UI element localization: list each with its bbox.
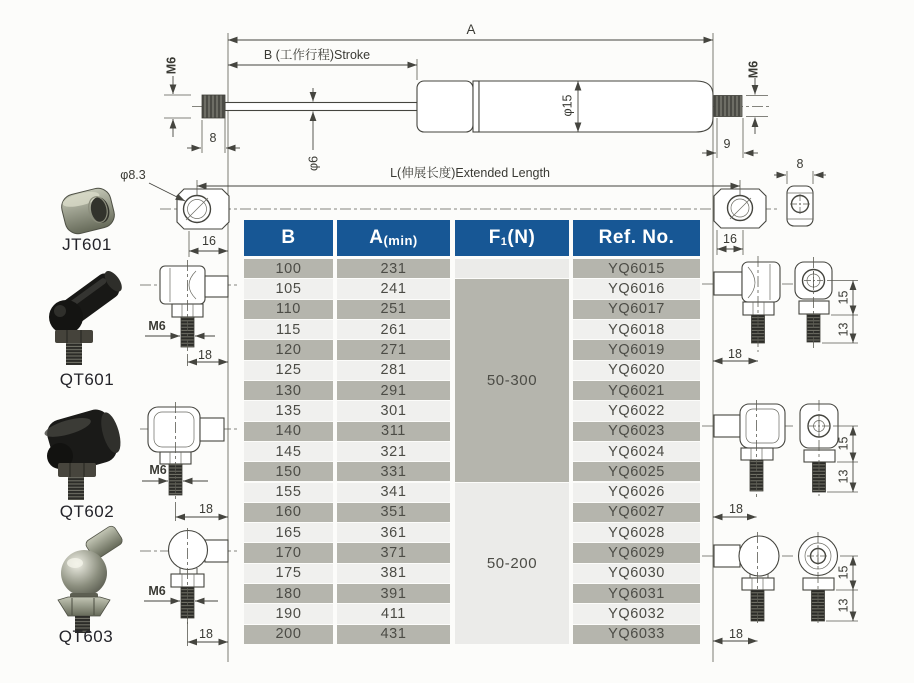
dim-label-extended-length: L(伸展长度)Extended Length bbox=[390, 166, 550, 180]
dim-label-16-right: 16 bbox=[723, 232, 737, 246]
table-cell-ref: YQ6015 bbox=[573, 259, 700, 278]
table-cell-ref: YQ6016 bbox=[573, 279, 700, 298]
table-cell-a: 391 bbox=[337, 584, 450, 603]
table-cell-b: 165 bbox=[244, 523, 333, 542]
dim-label-18-left-3: 18 bbox=[199, 627, 213, 641]
table-cell-b: 150 bbox=[244, 462, 333, 481]
dim-label-13-right-2: 13 bbox=[836, 469, 851, 484]
photo-qt602 bbox=[42, 405, 126, 500]
table-cell-ref: YQ6032 bbox=[573, 604, 700, 623]
dim-label-m6-fitting-1: M6 bbox=[148, 319, 166, 333]
table-cell-ref: YQ6024 bbox=[573, 442, 700, 461]
table-cell-ref: YQ6031 bbox=[573, 584, 700, 603]
dim-label-a: A bbox=[466, 22, 476, 37]
dim-label-18-left-1: 18 bbox=[198, 348, 212, 362]
table-cell-ref: YQ6025 bbox=[573, 462, 700, 481]
dim-label-18-right-1: 18 bbox=[728, 347, 742, 361]
table-cell-b: 130 bbox=[244, 381, 333, 400]
dim-label-15-right-2: 15 bbox=[836, 436, 851, 451]
table-cell-ref: YQ6023 bbox=[573, 422, 700, 441]
table-cell-ref: YQ6021 bbox=[573, 381, 700, 400]
table-cell-b: 190 bbox=[244, 604, 333, 623]
dim-label-dia83: φ8.3 bbox=[120, 168, 146, 182]
table-cell-ref: YQ6029 bbox=[573, 543, 700, 562]
dim-label-m6-left: M6 bbox=[164, 56, 179, 75]
dim-label-dia15: φ15 bbox=[560, 94, 575, 117]
dim-label-9-right: 9 bbox=[723, 137, 731, 151]
right-fitting-drawing-1 bbox=[702, 256, 858, 361]
table-cell-b: 200 bbox=[244, 625, 333, 644]
table-cell-a: 371 bbox=[337, 543, 450, 562]
dim-label-m6-fitting-2: M6 bbox=[149, 463, 167, 477]
right-fitting-drawing-3 bbox=[702, 532, 858, 641]
table-cell-a: 301 bbox=[337, 401, 450, 420]
table-cell-a: 431 bbox=[337, 625, 450, 644]
dim-label-13-right-3: 13 bbox=[836, 598, 851, 613]
col-header-a-min: A (min) bbox=[337, 220, 450, 256]
table-cell-ref: YQ6017 bbox=[573, 300, 700, 319]
dim-label-18-left-2: 18 bbox=[199, 502, 213, 516]
table-cell-a: 381 bbox=[337, 564, 450, 583]
table-cell-a: 291 bbox=[337, 381, 450, 400]
table-cell-ref: YQ6018 bbox=[573, 320, 700, 339]
table-cell-ref: YQ6033 bbox=[573, 625, 700, 644]
dim-label-15-right-3: 15 bbox=[836, 565, 851, 580]
table-cell-a: 411 bbox=[337, 604, 450, 623]
spec-table-header bbox=[244, 220, 700, 256]
table-cell-b: 100 bbox=[244, 259, 333, 278]
table-cell-a: 271 bbox=[337, 340, 450, 359]
table-cell-b: 125 bbox=[244, 361, 333, 380]
dim-label-8-left: 8 bbox=[209, 131, 217, 145]
table-cell-ref: YQ6028 bbox=[573, 523, 700, 542]
dim-label-b-stroke: B (工作行程)Stroke bbox=[263, 48, 371, 62]
column-a-min bbox=[337, 259, 450, 646]
dim-label-m6-right: M6 bbox=[746, 60, 761, 79]
table-cell-ref: YQ6020 bbox=[573, 361, 700, 380]
table-cell-b: 180 bbox=[244, 584, 333, 603]
photo-qt601 bbox=[49, 267, 126, 365]
spec-table-body bbox=[244, 259, 700, 646]
table-cell-b: 160 bbox=[244, 503, 333, 522]
table-cell-ref: YQ6027 bbox=[573, 503, 700, 522]
spec-table bbox=[244, 220, 700, 646]
table-cell-ref: YQ6019 bbox=[573, 340, 700, 359]
table-cell-ref: YQ6026 bbox=[573, 483, 700, 502]
table-cell-a: 341 bbox=[337, 483, 450, 502]
table-cell-a: 351 bbox=[337, 503, 450, 522]
table-cell-a: 241 bbox=[337, 279, 450, 298]
force-range-cell-1: 50-200 bbox=[455, 483, 569, 645]
column-f1n bbox=[455, 259, 569, 646]
force-cell-empty bbox=[455, 259, 569, 278]
table-cell-b: 110 bbox=[244, 300, 333, 319]
photo-qt603 bbox=[58, 524, 124, 633]
column-b bbox=[244, 259, 333, 646]
product-label-jt601: JT601 bbox=[62, 235, 112, 254]
table-cell-a: 361 bbox=[337, 523, 450, 542]
product-label-qt601: QT601 bbox=[59, 370, 115, 389]
table-cell-a: 321 bbox=[337, 442, 450, 461]
dim-label-18-right-2: 18 bbox=[729, 502, 743, 516]
dim-label-13-right-1: 13 bbox=[836, 322, 851, 337]
table-cell-ref: YQ6030 bbox=[573, 564, 700, 583]
table-cell-ref: YQ6022 bbox=[573, 401, 700, 420]
eyelet-end-view bbox=[774, 171, 826, 226]
table-cell-a: 281 bbox=[337, 361, 450, 380]
left-fitting-drawing-2 bbox=[140, 402, 240, 521]
table-cell-b: 135 bbox=[244, 401, 333, 420]
force-range-cell-0: 50-300 bbox=[455, 279, 569, 481]
table-cell-b: 120 bbox=[244, 340, 333, 359]
table-cell-a: 251 bbox=[337, 300, 450, 319]
table-cell-a: 231 bbox=[337, 259, 450, 278]
col-header-ref-no: Ref. No. bbox=[573, 220, 700, 256]
table-cell-b: 175 bbox=[244, 564, 333, 583]
table-cell-a: 331 bbox=[337, 462, 450, 481]
left-fitting-drawing-1 bbox=[140, 260, 238, 366]
gas-spring-side-view bbox=[192, 81, 772, 132]
dim-label-18-right-3: 18 bbox=[729, 627, 743, 641]
dim-label-m6-fitting-3: M6 bbox=[148, 584, 166, 598]
table-cell-b: 140 bbox=[244, 422, 333, 441]
dim-label-15-right-1: 15 bbox=[836, 290, 851, 305]
table-cell-b: 170 bbox=[244, 543, 333, 562]
col-header-f1n: F 1 (N) bbox=[455, 220, 569, 256]
table-cell-a: 261 bbox=[337, 320, 450, 339]
table-cell-b: 145 bbox=[244, 442, 333, 461]
right-fitting-drawing-2 bbox=[702, 400, 858, 517]
table-cell-a: 311 bbox=[337, 422, 450, 441]
product-label-qt602: QT602 bbox=[59, 502, 115, 521]
dim-label-16-left: 16 bbox=[202, 234, 216, 248]
column-ref-no bbox=[573, 259, 700, 646]
photo-jt601 bbox=[59, 186, 117, 237]
dim-label-dia6: φ6 bbox=[306, 155, 321, 172]
col-header-b: B bbox=[244, 220, 333, 256]
table-cell-b: 105 bbox=[244, 279, 333, 298]
dim-label-8-top-right: 8 bbox=[796, 157, 804, 171]
table-cell-b: 115 bbox=[244, 320, 333, 339]
table-cell-b: 155 bbox=[244, 483, 333, 502]
product-label-qt603: QT603 bbox=[58, 627, 114, 646]
